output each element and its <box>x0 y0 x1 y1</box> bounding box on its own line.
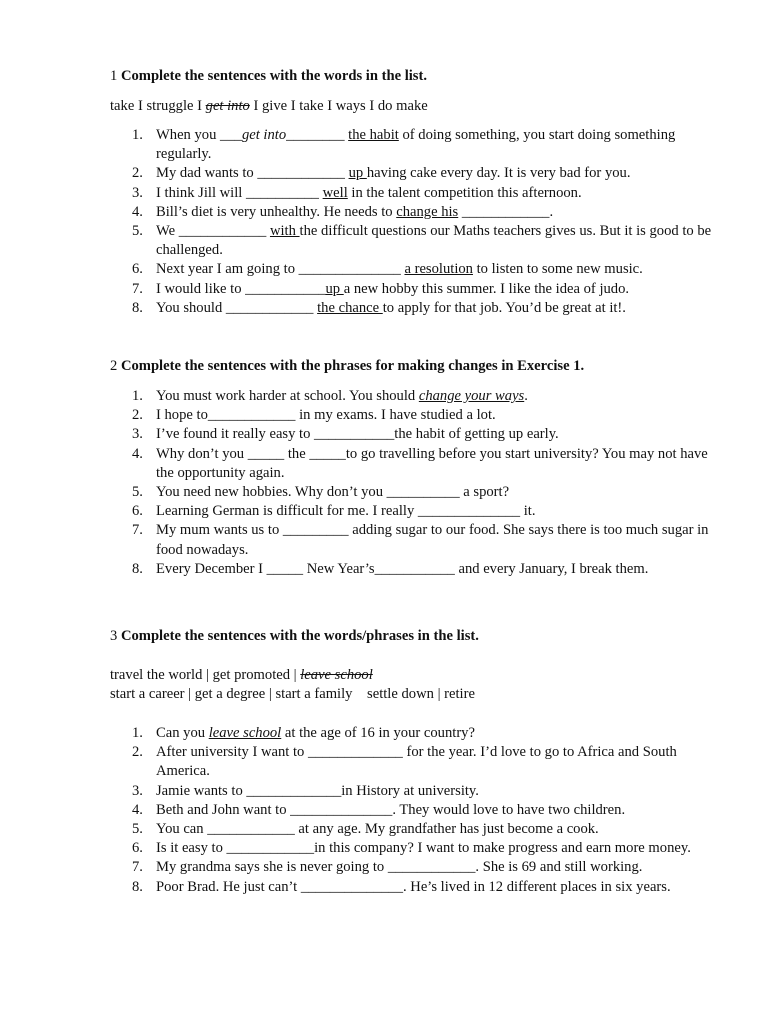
sentence-text: . <box>524 388 528 404</box>
exercise-title: Complete the sentences with the words in the list. <box>120 68 427 84</box>
item-number: 7. <box>132 280 143 297</box>
sentence-item <box>132 126 722 164</box>
sentence-text: My mum wants us to _________ adding sugar to our food. She says there is too much sugar in food nowadays. <box>156 522 709 558</box>
sentence-text: You can ____________ at any age. My grandfather has just become a cook. <box>156 821 599 838</box>
example-answer: get into <box>241 127 287 143</box>
sentence-item <box>132 724 722 743</box>
sentence-item <box>132 222 722 260</box>
exercise-3-list <box>132 724 722 897</box>
sentence-text: at the age of 16 in your country? <box>281 725 475 741</box>
sentence-text: You need new hobbies. Why don’t you __________ a sport? <box>156 484 510 501</box>
exercise-number: 3 <box>110 628 118 644</box>
item-number: 4. <box>132 203 143 220</box>
exercise-number: 1 <box>110 68 118 84</box>
sentence-item <box>132 164 722 183</box>
underlined-phrase: well <box>322 184 348 201</box>
sentence-text: a new hobby this summer. I like the idea of judo. <box>343 280 630 297</box>
sentence-item <box>132 445 722 483</box>
sentence-item <box>132 521 722 559</box>
sentence-text: I hope to____________ in my exams. I have studied a lot. <box>156 407 496 424</box>
exercise-3-word-list-1 <box>110 667 373 684</box>
item-number: 8. <box>132 878 143 895</box>
sentence-text: Next year I am going to ______________ <box>156 261 405 278</box>
sentence-text: When you ___ <box>156 127 242 143</box>
item-number: 1. <box>132 127 143 143</box>
underlined-phrase: with <box>269 223 300 240</box>
underlined-phrase: the habit <box>348 127 399 143</box>
sentence-item <box>132 260 722 279</box>
sentence-text: Poor Brad. He just can’t ______________. He’s lived in 12 different places in six years. <box>156 878 671 895</box>
item-number: 5. <box>132 821 143 838</box>
exercise-1-heading <box>110 68 427 85</box>
sentence-text: in the talent competition this afternoon. <box>347 184 582 201</box>
exercise-3-word-list-2 <box>110 686 475 703</box>
item-number: 2. <box>132 744 143 761</box>
sentence-item <box>132 858 722 877</box>
underlined-phrase: a resolution <box>404 261 473 278</box>
sentence-item <box>132 743 722 781</box>
sentence-text: Why don’t you _____ the _____to go travelling before you start university? You may not have the opportunity again. <box>156 445 708 481</box>
sentence-item <box>132 406 722 425</box>
sentence-item <box>132 387 722 406</box>
exercise-title: Complete the sentences with the words/phrases in the list. <box>120 628 479 644</box>
item-number: 3. <box>132 426 143 443</box>
sentence-item <box>132 820 722 839</box>
sentence-text: Jamie wants to _____________in History at university. <box>156 782 479 799</box>
sentence-text: ____________. <box>458 203 554 220</box>
item-number: 8. <box>132 299 143 316</box>
item-number: 5. <box>132 223 143 240</box>
sentence-item <box>132 184 722 203</box>
exercise-3-heading <box>110 628 479 645</box>
sentence-item <box>132 839 722 858</box>
sentence-item <box>132 878 722 897</box>
underlined-phrase: leave school <box>208 725 282 741</box>
item-number: 1. <box>132 725 143 741</box>
underlined-phrase: change your ways <box>418 388 525 404</box>
sentence-text: to apply for that job. You’d be great at it!. <box>382 299 626 316</box>
sentence-text: You should ____________ <box>156 299 318 316</box>
item-number: 5. <box>132 484 143 501</box>
sentence-text: My grandma says she is never going to ____________. She is 69 and still working. <box>156 859 643 876</box>
word-list-text: I give I take I ways I do make <box>249 98 428 114</box>
word-list-text: start a career | get a degree | start a family settle down | retire <box>110 686 475 702</box>
sentence-item <box>132 203 722 222</box>
underlined-phrase: up <box>348 165 367 182</box>
sentence-text: of doing something, you start doing something regularly. <box>156 127 676 163</box>
sentence-text: Every December I _____ New Year’s___________ and every January, I break them. <box>156 560 649 577</box>
item-number: 1. <box>132 388 143 404</box>
sentence-item <box>132 502 722 521</box>
sentence-text: having cake every day. It is very bad for you. <box>366 165 631 182</box>
sentence-text: My dad wants to ____________ <box>156 165 349 182</box>
exercise-number: 2 <box>110 358 118 374</box>
item-number: 6. <box>132 840 143 857</box>
sentence-item <box>132 299 722 318</box>
sentence-text: We ____________ <box>156 223 270 240</box>
underlined-phrase: change his <box>396 203 459 220</box>
word-list-text: travel the world | get promoted | <box>110 667 301 683</box>
sentence-text: the difficult questions our Maths teachers gives us. But it is good to be challenged. <box>156 223 712 259</box>
item-number: 6. <box>132 503 143 520</box>
exercise-title: Complete the sentences with the phrases for making changes in Exercise 1. <box>120 358 585 374</box>
item-number: 7. <box>132 522 143 539</box>
item-number: 2. <box>132 165 143 182</box>
sentence-text: Can you <box>156 725 209 741</box>
sentence-item <box>132 425 722 444</box>
sentence-text: Beth and John want to ______________. They would love to have two children. <box>156 801 626 818</box>
sentence-item <box>132 801 722 820</box>
sentence-item <box>132 280 722 299</box>
exercise-2-heading <box>110 358 584 375</box>
sentence-text: I’ve found it really easy to ___________the habit of getting up early. <box>156 426 559 443</box>
sentence-text: ________ <box>286 127 349 143</box>
sentence-text: After university I want to _____________ for the year. I’d love to go to Africa and South America. <box>156 744 677 780</box>
sentence-text: I would like to ___________ <box>156 280 326 297</box>
sentence-item <box>132 782 722 801</box>
sentence-item <box>132 560 722 579</box>
sentence-text: Is it easy to ____________in this company? I want to make progress and earn more money. <box>156 840 691 857</box>
struck-example-word: get into <box>205 98 250 114</box>
item-number: 4. <box>132 445 143 462</box>
item-number: 8. <box>132 560 143 577</box>
sentence-text: Bill’s diet is very unhealthy. He needs to <box>156 203 397 220</box>
underlined-phrase: up <box>325 280 344 297</box>
exercise-2-list <box>132 387 722 579</box>
sentence-text: You must work harder at school. You should <box>156 388 419 404</box>
item-number: 4. <box>132 801 143 818</box>
sentence-item <box>132 483 722 502</box>
sentence-text: I think Jill will __________ <box>156 184 323 201</box>
item-number: 6. <box>132 261 143 278</box>
struck-example-word: leave school <box>300 667 373 683</box>
sentence-text: to listen to some new music. <box>472 261 643 278</box>
underlined-phrase: the chance <box>317 299 383 316</box>
item-number: 2. <box>132 407 143 424</box>
item-number: 3. <box>132 184 143 201</box>
item-number: 3. <box>132 782 143 799</box>
item-number: 7. <box>132 859 143 876</box>
sentence-text: Learning German is difficult for me. I really ______________ it. <box>156 503 536 520</box>
exercise-1-word-list <box>110 98 428 115</box>
exercise-1-list <box>132 126 722 318</box>
word-list-text: take I struggle I <box>110 98 206 114</box>
